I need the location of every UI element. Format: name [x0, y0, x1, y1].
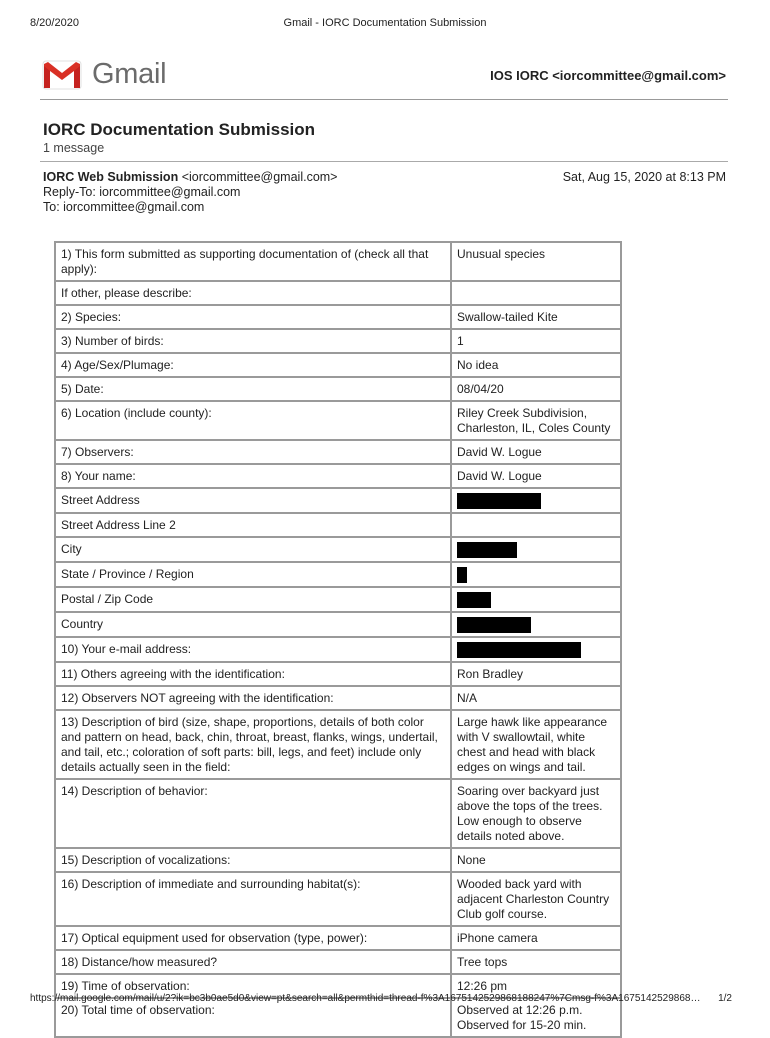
form-answer	[451, 513, 621, 537]
form-answer	[451, 488, 621, 513]
form-row	[55, 779, 621, 848]
form-answer	[451, 562, 621, 587]
form-row	[55, 562, 621, 587]
form-question: 13) Description of bird (size, shape, proportions, details of both color and pattern on head, back, chin, throat, breast, flanks, wings, undertail, and tail, etc.; coloration of soft parts: bill, legs, and feet) include only details actually seen in the field:	[55, 710, 451, 779]
form-question: 20) Total time of observation:	[55, 998, 451, 1037]
form-row	[55, 587, 621, 612]
form-answer: Observed at 12:26 p.m. Observed for 15-20 min.	[451, 998, 621, 1037]
form-row	[55, 281, 621, 305]
form-answer	[451, 281, 621, 305]
form-question: Street Address	[55, 488, 451, 513]
form-question: State / Province / Region	[55, 562, 451, 587]
form-question: 17) Optical equipment used for observation (type, power):	[55, 926, 451, 950]
form-question: 3) Number of birds:	[55, 329, 451, 353]
form-row	[55, 513, 621, 537]
form-row	[55, 950, 621, 974]
thread-subject: IORC Documentation Submission	[43, 120, 316, 139]
form-row	[55, 662, 621, 686]
form-answer: 1	[451, 329, 621, 353]
gmail-wordmark: Gmail	[92, 58, 167, 90]
form-row	[55, 488, 621, 513]
form-question: If other, please describe:	[55, 281, 451, 305]
form-question: 14) Description of behavior:	[55, 779, 451, 848]
header-divider	[40, 99, 728, 100]
form-question: 19) Time of observation:	[55, 974, 451, 998]
form-answer: N/A	[451, 686, 621, 710]
form-answer: David W. Logue	[451, 440, 621, 464]
message-count: 1 message	[43, 141, 105, 155]
form-question: 2) Species:	[55, 305, 451, 329]
form-row	[55, 848, 621, 872]
sender-email: <iorcommittee@gmail.com>	[181, 170, 338, 184]
form-row	[55, 329, 621, 353]
form-answer: Tree tops	[451, 950, 621, 974]
form-question: 11) Others agreeing with the identification:	[55, 662, 451, 686]
form-row	[55, 353, 621, 377]
form-answer: Wooded back yard with adjacent Charleston Country Club golf course.	[451, 872, 621, 926]
form-question: 7) Observers:	[55, 440, 451, 464]
form-answer: 12:26 pm	[451, 974, 621, 998]
form-question: Country	[55, 612, 451, 637]
account-label: IOS IORC <iorcommittee@gmail.com>	[490, 68, 726, 83]
message-meta	[43, 170, 337, 215]
form-answer: Swallow-tailed Kite	[451, 305, 621, 329]
sender-line	[43, 170, 337, 185]
form-row	[55, 377, 621, 401]
form-answer: 08/04/20	[451, 377, 621, 401]
form-row	[55, 242, 621, 281]
form-row	[55, 710, 621, 779]
form-question: 18) Distance/how measured?	[55, 950, 451, 974]
form-answer: Soaring over backyard just above the tops of the trees. Low enough to observe details noted above.	[451, 779, 621, 848]
submission-form-table	[54, 241, 622, 1038]
form-row	[55, 537, 621, 562]
form-row	[55, 872, 621, 926]
form-answer	[451, 612, 621, 637]
form-answer: Riley Creek Subdivision, Charleston, IL, Coles County	[451, 401, 621, 440]
form-question: 12) Observers NOT agreeing with the identification:	[55, 686, 451, 710]
form-question: 1) This form submitted as supporting documentation of (check all that apply):	[55, 242, 451, 281]
form-row	[55, 686, 621, 710]
form-row	[55, 440, 621, 464]
redacted-block	[457, 592, 491, 608]
form-question: 8) Your name:	[55, 464, 451, 488]
form-answer: None	[451, 848, 621, 872]
redacted-block	[457, 542, 517, 558]
form-question: 4) Age/Sex/Plumage:	[55, 353, 451, 377]
form-answer: Unusual species	[451, 242, 621, 281]
form-row	[55, 612, 621, 637]
reply-to: Reply-To: iorcommittee@gmail.com	[43, 185, 241, 199]
form-answer	[451, 537, 621, 562]
form-row	[55, 637, 621, 662]
print-footer-url: https://mail.google.com/mail/u/2?ik=bc3b0ae5d0&view=pt&search=all&permthid=thread-f%3A1675142529868188247%7Cmsg-f%3A1675142529868…	[30, 993, 701, 1004]
form-row	[55, 305, 621, 329]
form-row	[55, 926, 621, 950]
thread-divider	[40, 161, 728, 162]
form-question: Street Address Line 2	[55, 513, 451, 537]
form-answer: iPhone camera	[451, 926, 621, 950]
form-question: 5) Date:	[55, 377, 451, 401]
form-question: 10) Your e-mail address:	[55, 637, 451, 662]
recipient: To: iorcommittee@gmail.com	[43, 200, 205, 214]
redacted-block	[457, 642, 581, 658]
form-answer: No idea	[451, 353, 621, 377]
form-question: City	[55, 537, 451, 562]
gmail-logo[interactable]	[42, 58, 166, 91]
form-answer	[451, 637, 621, 662]
print-date: 8/20/2020	[30, 17, 79, 29]
message-date: Sat, Aug 15, 2020 at 8:13 PM	[562, 170, 726, 184]
form-question: 6) Location (include county):	[55, 401, 451, 440]
redacted-block	[457, 567, 467, 583]
form-answer	[451, 587, 621, 612]
form-answer: Large hawk like appearance with V swallowtail, white chest and head with black edges on wings and tail.	[451, 710, 621, 779]
print-title: Gmail - IORC Documentation Submission	[283, 17, 487, 29]
sender-name: IORC Web Submission	[43, 170, 179, 184]
form-question: 15) Description of vocalizations:	[55, 848, 451, 872]
form-question: 16) Description of immediate and surrounding habitat(s):	[55, 872, 451, 926]
form-row	[55, 401, 621, 440]
gmail-m-icon	[42, 60, 82, 90]
form-question: Postal / Zip Code	[55, 587, 451, 612]
form-row	[55, 464, 621, 488]
form-answer: David W. Logue	[451, 464, 621, 488]
redacted-block	[457, 617, 531, 633]
print-page-number: 1/2	[718, 993, 732, 1004]
form-answer: Ron Bradley	[451, 662, 621, 686]
redacted-block	[457, 493, 541, 509]
